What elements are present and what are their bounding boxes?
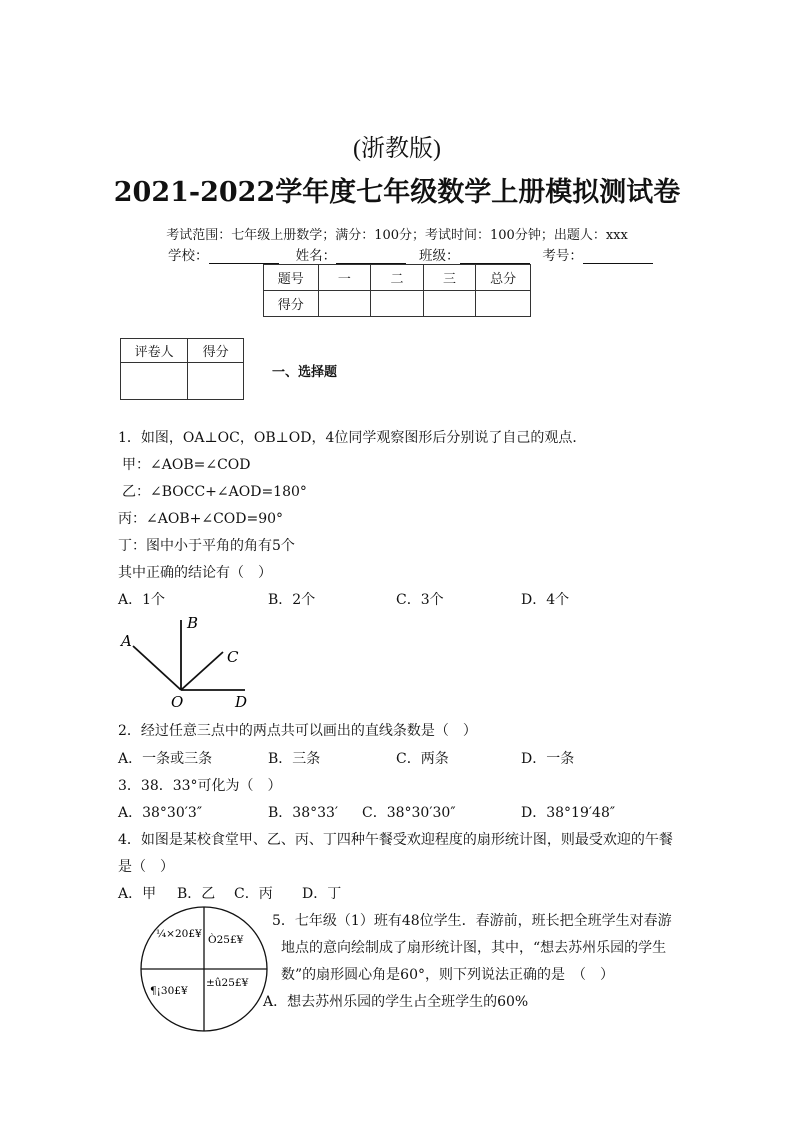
pie-label-yi: Ò25£¥ — [208, 934, 244, 946]
label-b: B — [187, 614, 199, 632]
q4-stem-line2: 是（ ） — [118, 859, 174, 875]
grader-table — [120, 338, 244, 400]
name-label: 姓名： — [295, 248, 337, 264]
label-a: A — [121, 632, 132, 650]
q5-option-a[interactable]: A．想去苏州乐园的学生占全班学生的60% — [263, 994, 529, 1010]
q4-option-d[interactable]: D．丁 — [302, 886, 342, 902]
edition-label: (浙教版) — [353, 136, 441, 162]
school-label: 学校： — [168, 248, 209, 264]
q3-option-d[interactable]: D．38°19′48″ — [521, 805, 616, 821]
q5-line3: 数”的扇形圆心角是60°，则下列说法正确的是 （ ） — [281, 967, 614, 983]
name-field[interactable] — [336, 249, 406, 264]
grader-cell[interactable] — [121, 363, 188, 400]
class-label: 班级： — [419, 248, 460, 264]
q1-angle-figure — [115, 612, 260, 712]
q2-stem: 2．经过任意三点中的两点共可以画出的直线条数是（ ） — [118, 723, 477, 739]
q2-option-c[interactable]: C．两条 — [396, 751, 449, 767]
pie-label-bing: ±û25£¥ — [206, 977, 249, 989]
score-cell[interactable] — [371, 291, 424, 317]
exam-no-label: 考号： — [542, 248, 583, 264]
exam-info: 考试范围：七年级上册数学；满分：100分；考试时间：100分钟；出题人：xxx — [166, 228, 628, 243]
q2-option-b[interactable]: B．三条 — [268, 751, 321, 767]
score-cell[interactable] — [423, 291, 476, 317]
q1-option-b[interactable]: B．2个 — [268, 592, 316, 608]
score-header-cell: 二 — [371, 265, 424, 291]
q3-option-a[interactable]: A．38°30′3″ — [118, 805, 203, 821]
q1-option-a[interactable]: A．1个 — [118, 592, 166, 608]
q4-option-c[interactable]: C．丙 — [234, 886, 273, 902]
pie-label-ding: ¶¡30£¥ — [150, 985, 188, 997]
q1-stem: 1．如图，OA⊥OC，OB⊥OD，4位同学观察图形后分别说了自己的观点． — [118, 430, 587, 446]
q1-option-d[interactable]: D．4个 — [521, 592, 570, 608]
student-fields — [168, 244, 653, 264]
score-table — [263, 264, 531, 317]
q1-statement: 甲：∠AOB=∠COD — [122, 457, 251, 473]
label-d: D — [235, 693, 248, 711]
q3-option-c[interactable]: C．38°30′30″ — [362, 805, 456, 821]
q2-option-a[interactable]: A．一条或三条 — [118, 751, 213, 767]
school-field[interactable] — [209, 249, 279, 264]
score-header-cell: 题号 — [264, 265, 319, 291]
q2-option-d[interactable]: D．一条 — [521, 751, 575, 767]
grader-header-cell: 得分 — [188, 339, 244, 363]
score-cell[interactable] — [318, 291, 371, 317]
q1-statement: 乙：∠BOCC+∠AOD=180° — [122, 484, 307, 500]
q1-ask: 其中正确的结论有（ ） — [118, 565, 272, 581]
section-title: 一、选择题 — [272, 365, 338, 380]
exam-no-field[interactable] — [583, 249, 653, 264]
grader-cell[interactable] — [188, 363, 244, 400]
page-title: 2021-2022学年度七年级数学上册模拟测试卷 — [113, 177, 681, 208]
q5-line2: 地点的意向绘制成了扇形统计图，其中，“想去苏州乐园的学生 — [281, 940, 667, 956]
label-c: C — [227, 648, 239, 666]
q4-option-a[interactable]: A．甲 — [118, 886, 157, 902]
score-header-cell: 三 — [423, 265, 476, 291]
q3-stem: 3．38．33°可化为（ ） — [118, 778, 282, 794]
q5-line1: 5．七年级（1）班有48位学生．春游前，班长把全班学生对春游 — [272, 913, 672, 929]
q1-option-c[interactable]: C．3个 — [396, 592, 444, 608]
q4-stem-line1: 4．如图是某校食堂甲、乙、丙、丁四种午餐受欢迎程度的扇形统计图，则最受欢迎的午餐 — [118, 832, 673, 848]
q3-option-b[interactable]: B．38°33′ — [268, 805, 339, 821]
score-header-cell: 一 — [318, 265, 371, 291]
score-cell[interactable] — [476, 291, 531, 317]
q1-statement: 丙：∠AOB+∠COD=90° — [118, 511, 284, 527]
pie-label-jia: ¼×20£¥ — [156, 928, 202, 940]
q4-pie-figure — [138, 903, 270, 1033]
class-field[interactable] — [460, 249, 530, 264]
score-header-cell: 总分 — [476, 265, 531, 291]
label-o: O — [171, 693, 184, 711]
score-row-label: 得分 — [264, 291, 319, 317]
q1-statement: 丁：图中小于平角的角有5个 — [118, 538, 295, 554]
ray-oa — [133, 646, 181, 690]
ray-oc — [181, 652, 223, 690]
grader-header-cell: 评卷人 — [121, 339, 188, 363]
q4-option-b[interactable]: B．乙 — [177, 886, 216, 902]
